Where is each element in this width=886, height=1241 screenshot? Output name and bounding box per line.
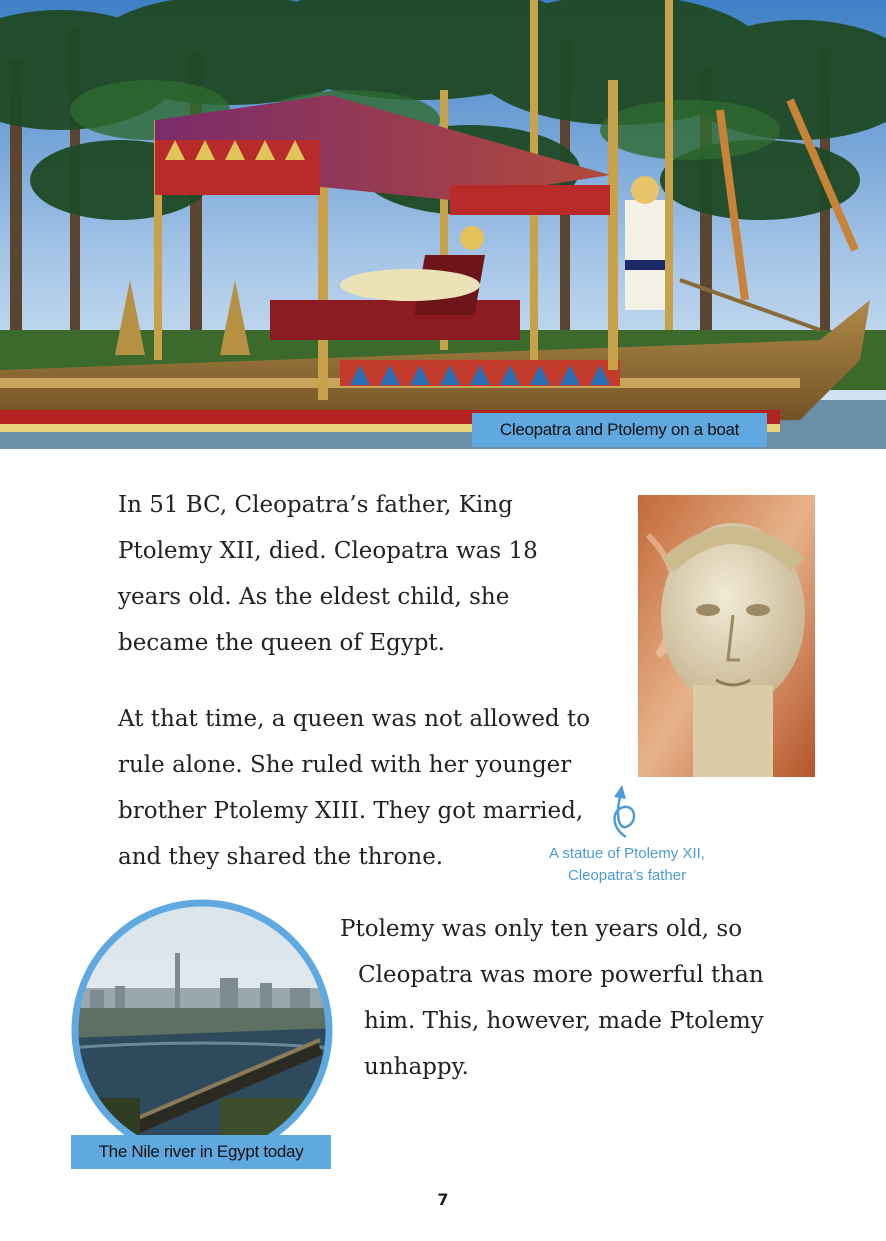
paragraph-cleopatra-queen: In 51 BC, Cleopatra’s father, King Ptolemy XII, died. Cleopatra was 18 years old. As the eldest child, she became the queen of Egypt. bbox=[118, 492, 538, 656]
page-number: 7 bbox=[437, 1190, 449, 1209]
statue-caption-line2: Cleopatra’s father bbox=[567, 867, 687, 884]
hero-illustration bbox=[0, 0, 886, 449]
nile-river-photo bbox=[70, 898, 334, 1162]
paragraph-shared-throne: At that time, a queen was not allowed to rule alone. She ruled with her younger brother Ptolemy XIII. They got married, and they shared the throne. bbox=[118, 706, 591, 870]
paragraph-line: unhappy. bbox=[364, 1054, 469, 1080]
statue-caption-line1: A statue of Ptolemy XII, bbox=[549, 845, 705, 862]
nile-caption: The Nile river in Egypt today bbox=[71, 1135, 331, 1169]
ptolemy-statue-photo bbox=[638, 495, 815, 777]
boat-caption: Cleopatra and Ptolemy on a boat bbox=[472, 413, 767, 447]
statue-caption bbox=[520, 843, 734, 887]
paragraph-line: Cleopatra was more powerful than bbox=[358, 962, 764, 988]
boat-scene-image bbox=[0, 0, 886, 449]
paragraph-line: him. This, however, made Ptolemy bbox=[364, 1008, 764, 1034]
paragraph-line: Ptolemy was only ten years old, so bbox=[340, 916, 743, 942]
pointer-arrow-icon bbox=[606, 783, 646, 839]
